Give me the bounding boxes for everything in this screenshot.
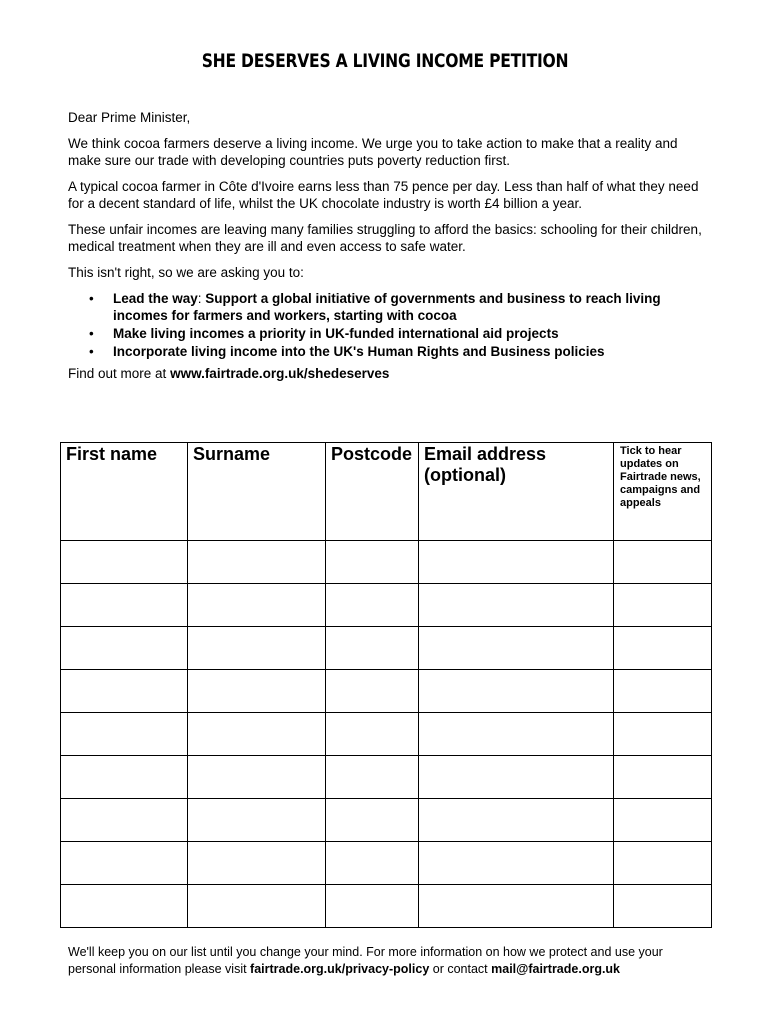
table-row [61, 842, 712, 885]
first-name-cell[interactable] [61, 842, 188, 885]
postcode-cell[interactable] [326, 713, 419, 756]
first-name-cell[interactable] [61, 541, 188, 584]
contact-email-link[interactable]: mail@fairtrade.org.uk [491, 962, 621, 976]
table-row [61, 541, 712, 584]
surname-cell[interactable] [188, 885, 326, 928]
first-name-cell[interactable] [61, 799, 188, 842]
first-name-cell[interactable] [61, 627, 188, 670]
table-row [61, 756, 712, 799]
paragraph: These unfair incomes are leaving many families struggling to afford the basics: schooling for their children, medical treatment when they are ill and even access to safe water. [68, 222, 702, 254]
demand-item [113, 290, 708, 324]
tick-cell[interactable] [614, 627, 712, 670]
header-first-name: First name [61, 443, 188, 541]
first-name-cell[interactable] [61, 584, 188, 627]
first-name-cell[interactable] [61, 713, 188, 756]
email-cell[interactable] [419, 842, 614, 885]
table-header-row [61, 443, 712, 541]
find-out-prefix: Find out more at [68, 366, 171, 381]
tick-cell[interactable] [614, 584, 712, 627]
email-cell[interactable] [419, 584, 614, 627]
demand-item [113, 325, 708, 342]
postcode-cell[interactable] [326, 842, 419, 885]
postcode-cell[interactable] [326, 627, 419, 670]
tick-cell[interactable] [614, 756, 712, 799]
letter-body [68, 109, 708, 391]
salutation: Dear Prime Minister, [68, 110, 191, 125]
demand-item [113, 343, 708, 360]
first-name-cell[interactable] [61, 756, 188, 799]
surname-cell[interactable] [188, 799, 326, 842]
surname-cell[interactable] [188, 627, 326, 670]
first-name-cell[interactable] [61, 885, 188, 928]
email-cell[interactable] [419, 713, 614, 756]
demand-separator: : [197, 291, 206, 306]
demand-text: Make living incomes a priority in UK-funded international aid projects [113, 326, 559, 341]
postcode-cell[interactable] [326, 756, 419, 799]
table-row [61, 885, 712, 928]
privacy-link[interactable]: fairtrade.org.uk/privacy-policy [250, 962, 430, 976]
email-cell[interactable] [419, 541, 614, 584]
tick-cell[interactable] [614, 842, 712, 885]
email-cell[interactable] [419, 627, 614, 670]
tick-cell[interactable] [614, 713, 712, 756]
header-tick-updates: Tick to hear updates on Fairtrade news, campaigns and appeals [614, 443, 712, 541]
tick-cell[interactable] [614, 799, 712, 842]
demand-text: Incorporate living income into the UK's Human Rights and Business policies [113, 344, 605, 359]
privacy-footer [68, 944, 708, 978]
email-cell[interactable] [419, 670, 614, 713]
header-surname: Surname [188, 443, 326, 541]
signature-table [60, 442, 712, 928]
postcode-cell[interactable] [326, 885, 419, 928]
paragraph: We think cocoa farmers deserve a living income. We urge you to take action to make that a reality and make sure our trade with developing countries puts poverty reduction first. [68, 136, 678, 168]
footer-text: or contact [429, 962, 492, 976]
surname-cell[interactable] [188, 670, 326, 713]
footer-text: We'll keep you on our list until you change your mind. For more information on how we protect and use your personal information please visit [68, 945, 663, 976]
email-cell[interactable] [419, 756, 614, 799]
paragraph: This isn't right, so we are asking you to: [68, 265, 304, 280]
tick-cell[interactable] [614, 541, 712, 584]
find-out-more [68, 365, 708, 382]
page-title: SHE DESERVES A LIVING INCOME PETITION [201, 50, 569, 72]
header-postcode: Postcode [326, 443, 419, 541]
demands-list [68, 290, 708, 360]
table-row [61, 627, 712, 670]
email-cell[interactable] [419, 885, 614, 928]
find-out-link[interactable]: www.fairtrade.org.uk/shedeserves [170, 366, 390, 381]
tick-cell[interactable] [614, 885, 712, 928]
table-row [61, 713, 712, 756]
surname-cell[interactable] [188, 756, 326, 799]
surname-cell[interactable] [188, 842, 326, 885]
paragraph: A typical cocoa farmer in Côte d'Ivoire earns less than 75 pence per day. Less than half of what they need for a decent standard of life, whilst the UK chocolate industry is worth £4 billion a year. [68, 179, 699, 211]
demand-text: Support a global initiative of governments and business to reach living incomes for farmers and workers, starting with cocoa [113, 291, 661, 323]
surname-cell[interactable] [188, 541, 326, 584]
email-cell[interactable] [419, 799, 614, 842]
postcode-cell[interactable] [326, 799, 419, 842]
postcode-cell[interactable] [326, 670, 419, 713]
postcode-cell[interactable] [326, 584, 419, 627]
first-name-cell[interactable] [61, 670, 188, 713]
postcode-cell[interactable] [326, 541, 419, 584]
surname-cell[interactable] [188, 713, 326, 756]
header-email: Email address (optional) [419, 443, 614, 541]
table-row [61, 584, 712, 627]
demand-lead: Lead the way [113, 291, 198, 306]
surname-cell[interactable] [188, 584, 326, 627]
table-row [61, 670, 712, 713]
table-row [61, 799, 712, 842]
tick-cell[interactable] [614, 670, 712, 713]
